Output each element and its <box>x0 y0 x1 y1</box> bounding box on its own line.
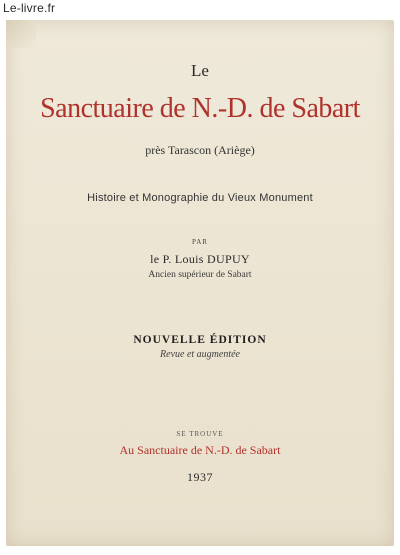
author-role: Ancien supérieur de Sabart <box>148 270 252 280</box>
edition-note: Revue et augmentée <box>160 349 240 360</box>
book-description: Histoire et Monographie du Vieux Monument <box>87 192 313 204</box>
publication-year: 1937 <box>187 470 213 484</box>
cover-corner-fold <box>6 20 36 48</box>
edition-label: NOUVELLE ÉDITION <box>133 334 267 346</box>
author-name: le P. Louis DUPUY <box>150 252 250 266</box>
book-title: Sanctuaire de N.-D. de Sabart <box>40 93 360 124</box>
book-subtitle: près Tarascon (Ariège) <box>145 143 255 157</box>
publisher-location: Au Sanctuaire de N.-D. de Sabart <box>119 443 281 457</box>
available-at-label: SE TROUVE <box>176 430 224 438</box>
watermark-text: Le-livre.fr <box>3 1 56 15</box>
title-article: Le <box>191 61 209 80</box>
by-label: PAR <box>192 238 208 246</box>
